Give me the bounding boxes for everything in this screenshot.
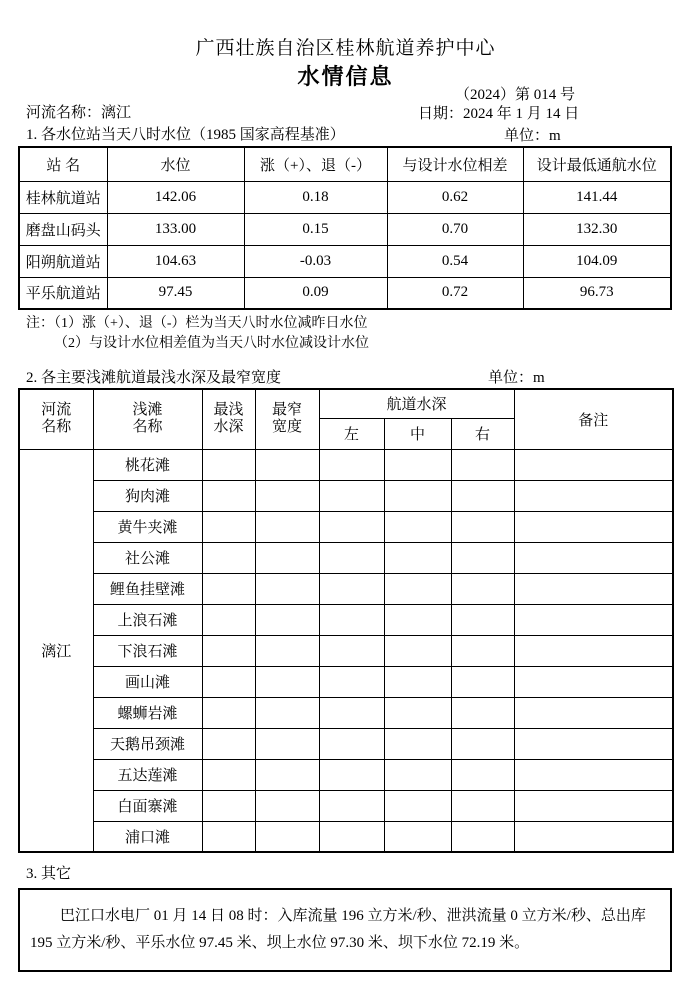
depth-mid-cell	[384, 542, 451, 573]
remark-cell	[514, 666, 673, 697]
depth-right-cell	[451, 759, 514, 790]
header-line: 宽度	[271, 419, 302, 436]
min-depth-cell	[202, 728, 255, 759]
shoal-row	[19, 635, 673, 666]
shoal-name-cell: 螺蛳岩滩	[93, 697, 202, 728]
shoal-row	[19, 790, 673, 821]
col-header-channel-depth: 航道水深	[319, 389, 514, 418]
shoal-name-cell: 上浪石滩	[93, 604, 202, 635]
depth-left-cell	[319, 542, 384, 573]
shoal-table	[18, 388, 674, 853]
col-header-rise-fall: 涨（+）、退（-）	[244, 147, 387, 181]
min-width-cell	[255, 666, 319, 697]
shoal-row	[19, 666, 673, 697]
depth-mid-cell	[384, 821, 451, 852]
col-header-left: 左	[319, 418, 384, 449]
col-header-mid: 中	[384, 418, 451, 449]
remark-cell	[514, 604, 673, 635]
col-header-right: 右	[451, 418, 514, 449]
depth-right-cell	[451, 790, 514, 821]
shoal-name-cell: 鲤鱼挂壁滩	[93, 573, 202, 604]
min-nav-level-value: 132.30	[523, 213, 671, 245]
depth-left-cell	[319, 821, 384, 852]
depth-right-cell	[451, 728, 514, 759]
remark-cell	[514, 728, 673, 759]
shoal-row	[19, 511, 673, 542]
col-header-remark: 备注	[514, 389, 673, 449]
remark-cell	[514, 480, 673, 511]
header-line: 水深	[213, 419, 244, 436]
shoal-name-cell: 画山滩	[93, 666, 202, 697]
station-name: 磨盘山码头	[19, 213, 107, 245]
col-header-min-width	[255, 389, 319, 449]
water-level-value: 133.00	[107, 213, 244, 245]
note-line-1: 注：（1）涨（+）、退（-）栏为当天八时水位减昨日水位	[26, 316, 368, 331]
water-level-value: 97.45	[107, 277, 244, 309]
min-depth-cell	[202, 480, 255, 511]
water-level-header-row	[19, 147, 671, 181]
remark-cell	[514, 697, 673, 728]
depth-mid-cell	[384, 573, 451, 604]
min-depth-cell	[202, 604, 255, 635]
min-nav-level-value: 141.44	[523, 181, 671, 213]
shoal-name-cell: 黄牛夹滩	[93, 511, 202, 542]
remark-cell	[514, 821, 673, 852]
table-row	[19, 181, 671, 213]
col-header-min-depth	[202, 389, 255, 449]
remark-cell	[514, 759, 673, 790]
shoal-row	[19, 542, 673, 573]
depth-right-cell	[451, 542, 514, 573]
remark-cell	[514, 790, 673, 821]
header-line: 最窄	[271, 402, 302, 419]
shoal-row	[19, 573, 673, 604]
depth-right-cell	[451, 635, 514, 666]
water-level-table	[18, 146, 672, 310]
min-width-cell	[255, 728, 319, 759]
shoal-name-cell: 下浪石滩	[93, 635, 202, 666]
section1-unit-label: 单位：m	[504, 128, 561, 144]
shoal-row	[19, 759, 673, 790]
depth-right-cell	[451, 480, 514, 511]
org-title: 广西壮族自治区桂林航道养护中心	[195, 38, 496, 59]
diff-design-value: 0.62	[387, 181, 523, 213]
col-header-diff-design: 与设计水位相差	[387, 147, 523, 181]
table-row	[19, 245, 671, 277]
min-nav-level-value: 96.73	[523, 277, 671, 309]
depth-right-cell	[451, 449, 514, 480]
min-depth-cell	[202, 759, 255, 790]
shoal-name-cell: 桃花滩	[93, 449, 202, 480]
depth-mid-cell	[384, 604, 451, 635]
remark-cell	[514, 449, 673, 480]
diff-design-value: 0.70	[387, 213, 523, 245]
depth-left-cell	[319, 511, 384, 542]
header-line: 最浅	[213, 402, 244, 419]
depth-right-cell	[451, 697, 514, 728]
page-title: 水情信息	[297, 64, 394, 89]
min-width-cell	[255, 697, 319, 728]
section2-unit-label: 单位：m	[488, 370, 545, 386]
date-label: 日期：2024 年 1 月 14 日	[418, 106, 580, 122]
min-depth-cell	[202, 449, 255, 480]
header-line: 名称	[132, 419, 163, 436]
depth-left-cell	[319, 697, 384, 728]
depth-mid-cell	[384, 790, 451, 821]
min-width-cell	[255, 511, 319, 542]
depth-left-cell	[319, 480, 384, 511]
depth-mid-cell	[384, 728, 451, 759]
shoal-name-cell: 白面寨滩	[93, 790, 202, 821]
min-width-cell	[255, 604, 319, 635]
table-notes	[26, 314, 369, 354]
shoal-row	[19, 449, 673, 480]
col-header-min-nav-level: 设计最低通航水位	[523, 147, 671, 181]
min-depth-cell	[202, 666, 255, 697]
header-line: 浅滩	[132, 402, 163, 419]
river-cell: 漓江	[19, 449, 93, 852]
depth-right-cell	[451, 604, 514, 635]
table-row	[19, 213, 671, 245]
shoal-name-cell: 五达莲滩	[93, 759, 202, 790]
depth-right-cell	[451, 666, 514, 697]
min-width-cell	[255, 480, 319, 511]
depth-mid-cell	[384, 635, 451, 666]
depth-left-cell	[319, 573, 384, 604]
min-nav-level-value: 104.09	[523, 245, 671, 277]
header-line: 河流	[41, 402, 72, 419]
min-depth-cell	[202, 573, 255, 604]
min-width-cell	[255, 759, 319, 790]
shoal-name-cell: 浦口滩	[93, 821, 202, 852]
min-width-cell	[255, 635, 319, 666]
depth-mid-cell	[384, 759, 451, 790]
depth-right-cell	[451, 573, 514, 604]
water-level-value: 104.63	[107, 245, 244, 277]
min-width-cell	[255, 790, 319, 821]
remark-cell	[514, 542, 673, 573]
min-width-cell	[255, 573, 319, 604]
shoal-row	[19, 604, 673, 635]
shoal-row	[19, 697, 673, 728]
depth-left-cell	[319, 449, 384, 480]
water-level-value: 142.06	[107, 181, 244, 213]
min-depth-cell	[202, 542, 255, 573]
note-line-2: （2）与设计水位相差值为当天八时水位减设计水位	[54, 336, 369, 351]
min-depth-cell	[202, 635, 255, 666]
min-depth-cell	[202, 821, 255, 852]
diff-design-value: 0.54	[387, 245, 523, 277]
table-row	[19, 277, 671, 309]
min-depth-cell	[202, 697, 255, 728]
depth-mid-cell	[384, 449, 451, 480]
depth-mid-cell	[384, 511, 451, 542]
min-width-cell	[255, 542, 319, 573]
shoal-name-cell: 社公滩	[93, 542, 202, 573]
shoal-header-row-1	[19, 389, 673, 418]
shoal-row	[19, 480, 673, 511]
rise-fall-value: 0.18	[244, 181, 387, 213]
other-info-text: 巴江口水电厂 01 月 14 日 08 时：入库流量 196 立方米/秒、泄洪流量 0 立方米/秒、总出库 195 立方米/秒、平乐水位 97.45 米、坝上水位 97.30 米、坝下水位 72.19 米。	[30, 908, 646, 951]
section1-title: 1. 各水位站当天八时水位（1985 国家高程基准）	[26, 127, 345, 143]
rise-fall-value: 0.09	[244, 277, 387, 309]
rise-fall-value: -0.03	[244, 245, 387, 277]
shoal-row	[19, 821, 673, 852]
issue-number: （2024）第 014 号	[454, 87, 575, 103]
depth-left-cell	[319, 604, 384, 635]
station-name: 桂林航道站	[19, 181, 107, 213]
remark-cell	[514, 635, 673, 666]
depth-left-cell	[319, 728, 384, 759]
shoal-name-cell: 狗肉滩	[93, 480, 202, 511]
section2-title: 2. 各主要浅滩航道最浅水深及最窄宽度	[26, 370, 282, 386]
depth-right-cell	[451, 821, 514, 852]
depth-mid-cell	[384, 666, 451, 697]
diff-design-value: 0.72	[387, 277, 523, 309]
depth-right-cell	[451, 511, 514, 542]
section3-title: 3. 其它	[26, 866, 72, 882]
header-line: 名称	[41, 419, 72, 436]
station-name: 阳朔航道站	[19, 245, 107, 277]
col-header-river	[19, 389, 93, 449]
min-width-cell	[255, 821, 319, 852]
shoal-name-cell: 天鹅吊颈滩	[93, 728, 202, 759]
min-depth-cell	[202, 790, 255, 821]
col-header-station: 站 名	[19, 147, 107, 181]
depth-left-cell	[319, 666, 384, 697]
depth-left-cell	[319, 635, 384, 666]
shoal-row	[19, 728, 673, 759]
remark-cell	[514, 573, 673, 604]
station-name: 平乐航道站	[19, 277, 107, 309]
depth-left-cell	[319, 759, 384, 790]
depth-mid-cell	[384, 697, 451, 728]
river-name-label: 河流名称：漓江	[26, 105, 132, 121]
depth-left-cell	[319, 790, 384, 821]
min-depth-cell	[202, 511, 255, 542]
col-header-shoal	[93, 389, 202, 449]
rise-fall-value: 0.15	[244, 213, 387, 245]
min-width-cell	[255, 449, 319, 480]
col-header-level: 水位	[107, 147, 244, 181]
remark-cell	[514, 511, 673, 542]
other-info-box	[18, 888, 672, 972]
depth-mid-cell	[384, 480, 451, 511]
